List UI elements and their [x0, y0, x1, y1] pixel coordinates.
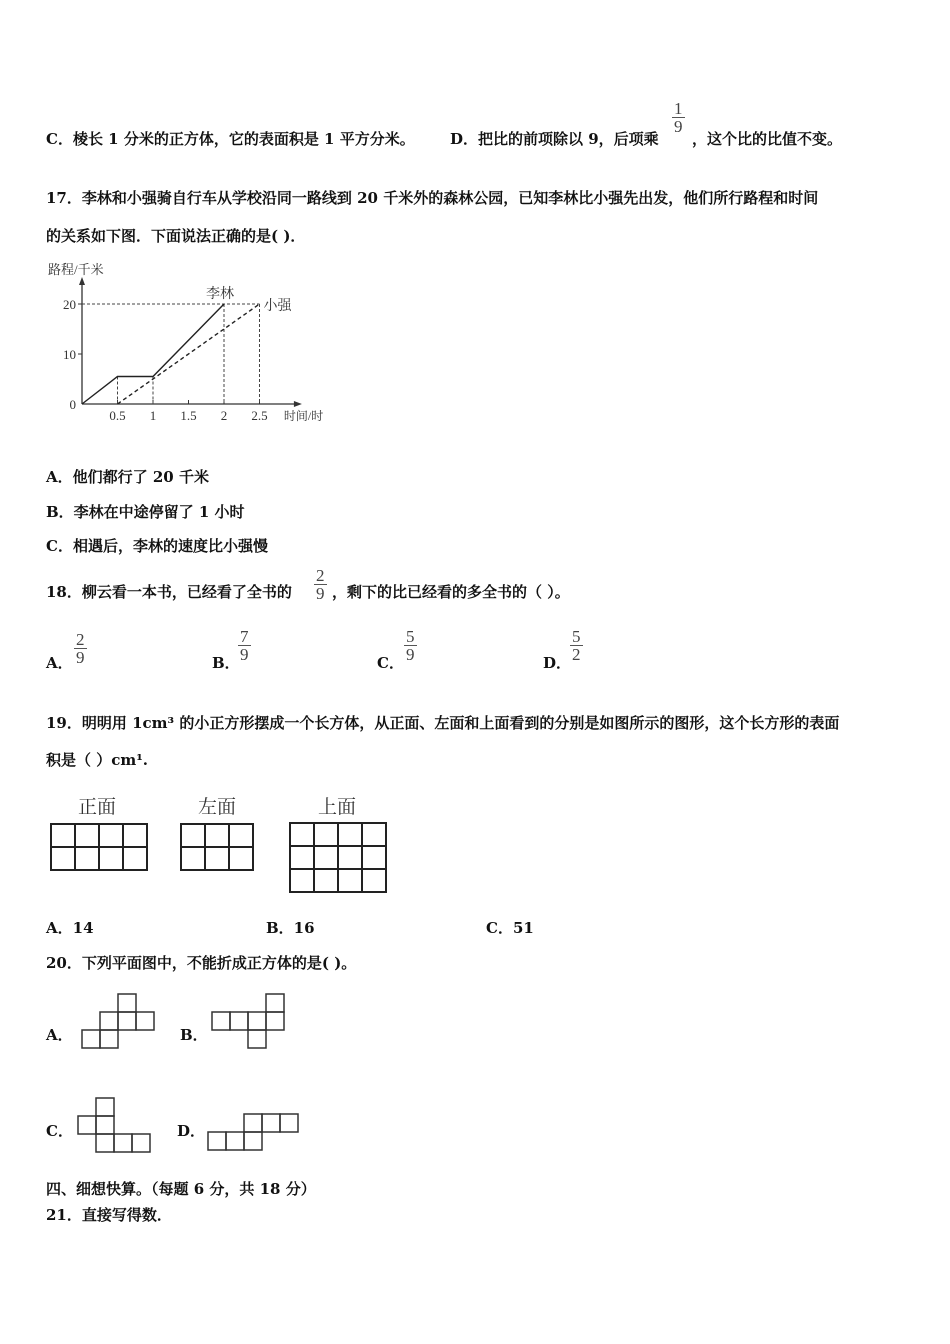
q20-option-b-label: B．: [180, 1026, 208, 1044]
q19-stem-line1: 19．明明用 1cm³ 的小正方形摆成一个长方体，从正面、左面和上面看到的分别是如图所示的图形，这个长方形的表面: [46, 714, 840, 732]
series-label-小强: 小强: [263, 299, 292, 314]
q18-option-c-label: C．: [377, 654, 404, 672]
fraction-numerator: 7: [240, 627, 249, 646]
q17-stem-line1: 17．李林和小强骑自行车从学校沿同一路线到 20 千米外的森林公园，已知李林比小强先出发，他们所行路程和时间: [46, 189, 819, 207]
x-tick-label: 2: [220, 408, 228, 423]
fraction-numerator: 5: [572, 627, 581, 646]
fraction-denominator: 9: [76, 648, 85, 667]
q19-option-c: C．51: [486, 919, 534, 937]
q18-option-d-label: D．: [543, 654, 572, 672]
left-view-label: 左面: [198, 796, 237, 818]
x-tick-label: 1.5: [180, 408, 197, 423]
cube-net-d: [206, 1112, 306, 1156]
distance-time-chart: [44, 256, 344, 436]
q16-option-d-text: D．把比的前项除以 9，后项乘: [450, 130, 659, 148]
q17-stem-line2: 的关系如下图．下面说法正确的是( )．: [46, 227, 306, 245]
y-tick-label: 10: [63, 347, 76, 362]
top-view-label: 上面: [318, 796, 357, 818]
q18-option-a-label: A．: [46, 654, 73, 672]
fraction-numerator: 2: [76, 630, 85, 649]
y-axis-label: 路程/千米: [48, 262, 104, 277]
q18-option-b-label: B．: [212, 654, 240, 672]
y-axis-arrow: [79, 277, 85, 285]
x-axis-arrow: [294, 401, 302, 407]
q20-option-a-label: A．: [46, 1026, 73, 1044]
q20-option-d-label: D．: [177, 1122, 206, 1140]
q18-stem-tail: ，剩下的比已经看的多全书的（ ）。: [332, 583, 570, 601]
fraction-numerator: 2: [316, 566, 325, 585]
q21-stem: 21．直接写得数．: [46, 1206, 172, 1224]
fraction-denominator: 9: [316, 584, 325, 603]
x-tick-label: 0.5: [109, 408, 126, 423]
q17-option-b: B．李林在中途停留了 1 小时: [46, 503, 245, 521]
q18-option-c-fraction: [404, 628, 417, 663]
q16-option-d-tail: ，这个比的比值不变。: [692, 130, 843, 148]
x-tick-label: 1: [149, 408, 157, 423]
y-tick-label: 0: [69, 397, 76, 412]
q20-stem: 20．下列平面图中，不能折成正方体的是( )。: [46, 954, 357, 972]
series-line-小强: [118, 304, 260, 404]
q18-stem: 18．柳云看一本书，已经看了全书的: [46, 583, 292, 601]
fraction-denominator: 9: [674, 117, 683, 136]
q17-option-a: A．他们都行了 20 千米: [46, 468, 209, 486]
q18-option-b-fraction: [238, 628, 251, 663]
fraction-denominator: 9: [406, 645, 415, 664]
q19-option-a: A．14: [46, 919, 94, 937]
cube-net-b: [210, 992, 290, 1052]
q17-option-c: C．相遇后，李林的速度比小强慢: [46, 537, 268, 555]
fraction-numerator: 1: [674, 99, 683, 118]
cube-net-a: [80, 992, 160, 1052]
fraction-denominator: 2: [572, 645, 581, 664]
q18-option-d-fraction: [570, 628, 583, 663]
q16-option-c: C．棱长 1 分米的正方体，它的表面积是 1 平方分米。: [46, 130, 415, 148]
front-view-grid: [50, 823, 148, 871]
q18-fraction: [314, 567, 327, 602]
q18-option-a-fraction: [74, 631, 87, 666]
series-label-李林: 李林: [206, 287, 234, 302]
top-view-grid: [289, 822, 387, 893]
left-view-grid: [180, 823, 254, 871]
fraction-numerator: 5: [406, 627, 415, 646]
q19-option-b: B．16: [266, 919, 315, 937]
x-tick-label: 2.5: [251, 408, 268, 423]
section-4-heading: 四、细想快算。（每题 6 分，共 18 分）: [46, 1180, 316, 1198]
cube-net-c: [76, 1096, 156, 1156]
q16-option-d: [450, 128, 659, 149]
q16-fraction: [672, 100, 685, 135]
q20-option-c-label: C．: [46, 1122, 73, 1140]
front-view-label: 正面: [78, 796, 117, 818]
x-axis-label: 时间/时: [283, 409, 324, 423]
y-tick-label: 20: [63, 297, 76, 312]
q19-stem-line2: 积是（ ）cm¹.: [46, 751, 149, 769]
fraction-denominator: 9: [240, 645, 249, 664]
